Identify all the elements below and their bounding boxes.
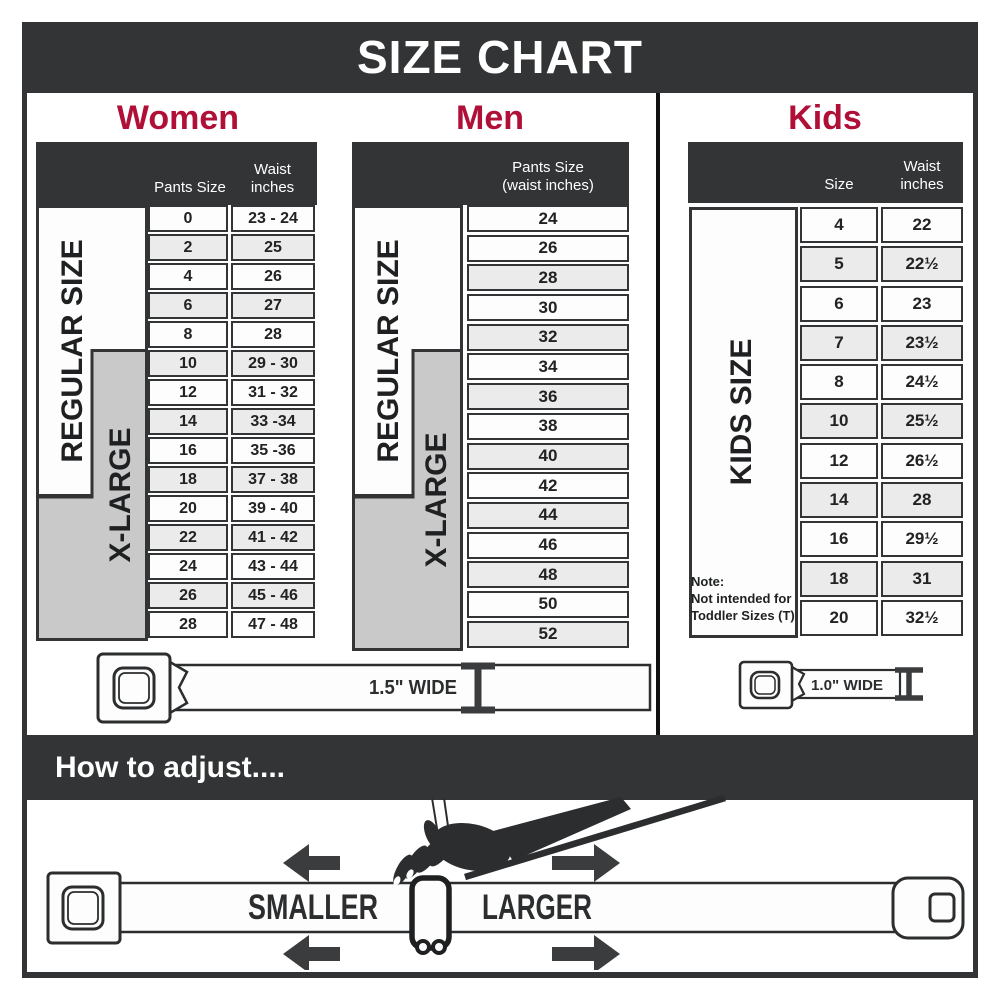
waist-cell: 26½ — [881, 443, 963, 479]
waist-cell: 33 -34 — [231, 408, 315, 435]
pants-size-cell: 8 — [148, 321, 228, 348]
kids-size-table — [800, 207, 963, 636]
waist-cell: 29 - 30 — [231, 350, 315, 377]
waist-cell: 45 - 46 — [231, 582, 315, 609]
size-cell: 10 — [800, 403, 878, 439]
kids-note-title: Note: — [691, 574, 725, 589]
kids-belt-illustration — [735, 652, 930, 714]
waist-cell: 40 — [467, 443, 629, 470]
waist-cell: 43 - 44 — [231, 553, 315, 580]
frame-border-right — [973, 93, 978, 978]
men-xlarge-label: X-LARGE — [419, 432, 453, 568]
women-waist-header — [230, 161, 315, 199]
women-size-table — [148, 205, 315, 638]
waist-cell: 24 — [467, 205, 629, 232]
waist-cell: 22 — [881, 207, 963, 243]
kids-note-line2: Not intended for — [691, 590, 792, 606]
kids-size-label: KIDS SIZE — [724, 338, 758, 486]
men-section-heading: Men — [456, 99, 524, 137]
size-cell: 4 — [800, 207, 878, 243]
adult-belt-width-label: 1.5" WIDE — [369, 677, 457, 699]
size-cell: 16 — [800, 521, 878, 557]
kids-waist-header — [881, 158, 963, 196]
women-xlarge-label: X-LARGE — [103, 427, 137, 563]
men-header-line1: Pants Size — [512, 158, 584, 176]
waist-cell: 31 — [881, 561, 963, 597]
women-table-header — [36, 142, 317, 205]
men-header-line2: (waist inches) — [502, 177, 594, 195]
waist-cell: 28 — [467, 264, 629, 291]
size-cell: 14 — [800, 482, 878, 518]
size-cell: 20 — [800, 600, 878, 636]
waist-cell: 22½ — [881, 246, 963, 282]
size-cell: 7 — [800, 325, 878, 361]
larger-label: LARGER — [482, 888, 592, 927]
kids-waist-header-line2: inches — [900, 176, 944, 194]
waist-cell: 46 — [467, 532, 629, 559]
waist-cell: 24½ — [881, 364, 963, 400]
women-regular-size-label: REGULAR SIZE — [55, 239, 89, 463]
women-waist-header-line2: inches — [250, 179, 295, 197]
right-arrow-icon — [552, 935, 620, 970]
kids-table-header — [688, 142, 963, 203]
waist-cell: 44 — [467, 502, 629, 529]
pants-size-cell: 22 — [148, 524, 228, 551]
waist-cell: 34 — [467, 353, 629, 380]
waist-cell: 35 -36 — [231, 437, 315, 464]
men-fit-labels — [352, 205, 463, 651]
women-pants-size-header: Pants Size — [154, 179, 226, 197]
pants-size-cell: 4 — [148, 263, 228, 290]
kids-section-heading: Kids — [788, 99, 862, 137]
seatbelt-buckle-icon — [48, 873, 120, 943]
waist-cell: 23½ — [881, 325, 963, 361]
waist-cell: 32½ — [881, 600, 963, 636]
waist-cell: 50 — [467, 591, 629, 618]
kids-note — [691, 574, 799, 625]
smaller-label: SMALLER — [248, 888, 378, 927]
waist-cell: 42 — [467, 472, 629, 499]
waist-cell: 38 — [467, 413, 629, 440]
waist-cell: 27 — [231, 292, 315, 319]
men-regular-size-label: REGULAR SIZE — [371, 239, 405, 463]
seatbelt-buckle-icon — [98, 654, 170, 722]
pants-size-cell: 24 — [148, 553, 228, 580]
women-waist-header-line1: Waist — [254, 160, 291, 178]
size-cell: 6 — [800, 286, 878, 322]
adjust-heading: How to adjust.... — [55, 751, 285, 784]
kids-note-line3: Toddler Sizes (T) — [691, 607, 795, 623]
pants-size-cell: 28 — [148, 611, 228, 638]
pants-size-cell: 26 — [148, 582, 228, 609]
pants-size-cell: 12 — [148, 379, 228, 406]
kids-belt-width-label: 1.0" WIDE — [811, 677, 883, 694]
women-section-heading: Women — [116, 99, 240, 137]
waist-cell: 52 — [467, 621, 629, 648]
women-fit-labels — [36, 205, 148, 641]
men-table-header — [352, 142, 629, 205]
size-cell: 5 — [800, 246, 878, 282]
size-cell: 18 — [800, 561, 878, 597]
waist-cell: 32 — [467, 324, 629, 351]
seatbelt-buckle-icon — [740, 662, 792, 708]
waist-cell: 25½ — [881, 403, 963, 439]
belt-slider — [412, 878, 449, 953]
frame-border-bottom — [22, 972, 978, 978]
waist-cell: 26 — [231, 263, 315, 290]
pants-size-cell: 16 — [148, 437, 228, 464]
waist-cell: 39 - 40 — [231, 495, 315, 522]
left-arrow-icon — [283, 844, 340, 882]
pants-size-cell: 0 — [148, 205, 228, 232]
left-arrow-icon — [283, 935, 340, 970]
adult-belt-illustration — [90, 648, 656, 732]
waist-cell: 30 — [467, 294, 629, 321]
waist-cell: 29½ — [881, 521, 963, 557]
kids-waist-header-line1: Waist — [903, 157, 941, 175]
pants-size-cell: 18 — [148, 466, 228, 493]
waist-cell: 48 — [467, 561, 629, 588]
pants-size-cell: 6 — [148, 292, 228, 319]
pants-size-cell: 10 — [148, 350, 228, 377]
men-size-table — [467, 205, 629, 648]
frame-border-left — [22, 93, 27, 978]
size-cell: 8 — [800, 364, 878, 400]
waist-cell: 25 — [231, 234, 315, 261]
waist-cell: 31 - 32 — [231, 379, 315, 406]
size-cell: 12 — [800, 443, 878, 479]
waist-cell: 23 - 24 — [231, 205, 315, 232]
waist-cell: 23 — [881, 286, 963, 322]
waist-cell: 47 - 48 — [231, 611, 315, 638]
waist-cell: 26 — [467, 235, 629, 262]
waist-cell: 28 — [231, 321, 315, 348]
men-pants-size-header — [467, 159, 629, 197]
section-divider — [656, 93, 660, 735]
belt-tip — [893, 878, 963, 938]
pants-size-cell: 20 — [148, 495, 228, 522]
waist-cell: 36 — [467, 383, 629, 410]
page-title: SIZE CHART — [357, 31, 643, 83]
waist-cell: 28 — [881, 482, 963, 518]
kids-size-header: Size — [824, 176, 854, 194]
adjust-belt-illustration — [35, 795, 970, 970]
waist-cell: 37 - 38 — [231, 466, 315, 493]
waist-cell: 41 - 42 — [231, 524, 315, 551]
pants-size-cell: 14 — [148, 408, 228, 435]
pants-size-cell: 2 — [148, 234, 228, 261]
